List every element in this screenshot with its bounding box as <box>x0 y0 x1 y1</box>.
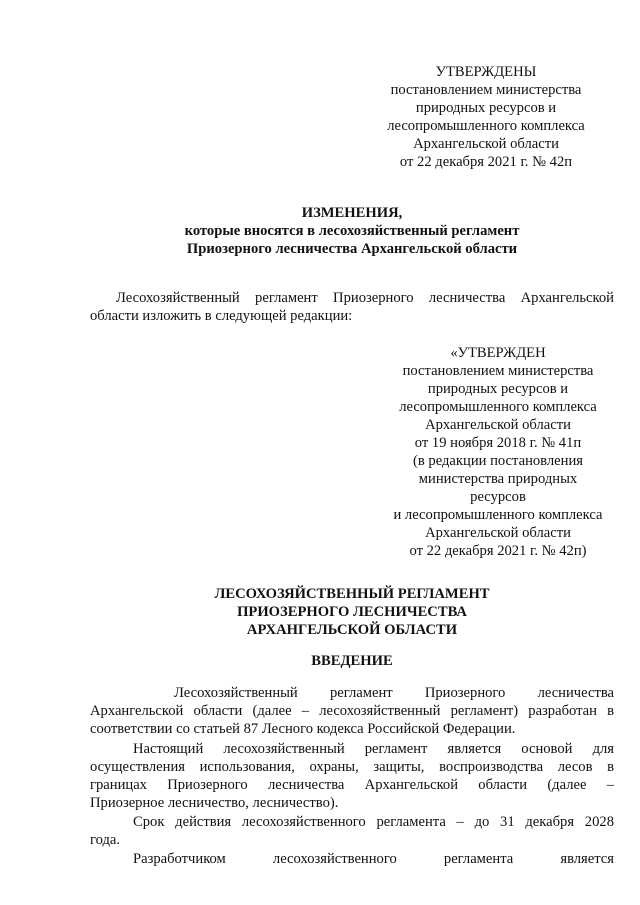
approval-line: постановлением министерства <box>402 363 594 379</box>
paragraph-line: года. <box>90 832 121 848</box>
approval-title: «УТВЕРЖДЕН <box>450 345 546 361</box>
paragraph-line: Лесохозяйственный регламент Приозерного лесничества Архангельской <box>116 290 614 306</box>
approval-line: природных ресурсов и <box>415 100 557 116</box>
approval-line: постановлением министерства <box>390 82 582 98</box>
approval-line: Архангельской области <box>425 525 571 541</box>
regulation-title-line: АРХАНГЕЛЬСКОЙ ОБЛАСТИ <box>246 622 458 638</box>
paragraph-line: Настоящий лесохозяйственный регламент является основой для <box>133 741 614 757</box>
heading-subtitle: которые вносятся в лесохозяйственный регламент <box>184 223 520 239</box>
paragraph-line: Срок действия лесохозяйственного регламента – до 31 декабря 2028 <box>133 814 614 830</box>
approval-line: министерства природных <box>418 471 578 487</box>
regulation-title-line: ПРИОЗЕРНОГО ЛЕСНИЧЕСТВА <box>237 604 467 620</box>
paragraph-line: Лесохозяйственный регламент Приозерного лесничества <box>174 685 614 701</box>
paragraph-line: области изложить в следующей редакции: <box>90 308 353 324</box>
paragraph-line: Архангельской области (далее – лесохозяйственный регламент) разработан в <box>90 703 614 719</box>
approval-line: Архангельской области <box>425 417 571 433</box>
paragraph-line: Приозерное лесничество, лесничество). <box>90 795 339 811</box>
heading-subtitle: Приозерного лесничества Архангельской области <box>186 241 518 257</box>
approval-line: лесопромышленного комплекса <box>399 399 597 415</box>
approval-line: Архангельской области <box>413 136 559 152</box>
approval-line: от 22 декабря 2021 г. № 42п) <box>409 543 587 559</box>
approval-line: природных ресурсов и <box>427 381 569 397</box>
approval-line: и лесопромышленного комплекса <box>393 507 603 523</box>
section-title: ВВЕДЕНИЕ <box>311 653 393 669</box>
paragraph-line: Разработчиком лесохозяйственного регламента является <box>133 851 614 867</box>
approval-line: лесопромышленного комплекса <box>387 118 585 134</box>
approval-title: УТВЕРЖДЕНЫ <box>435 64 537 80</box>
paragraph-line: осуществления использования, охраны, защиты, воспроизводства лесов в <box>90 759 614 775</box>
approval-line: от 22 декабря 2021 г. № 42п <box>399 154 573 170</box>
approval-line: от 19 ноября 2018 г. № 41п <box>414 435 582 451</box>
approval-line: ресурсов <box>470 489 526 505</box>
heading-title: ИЗМЕНЕНИЯ, <box>301 205 403 221</box>
paragraph-line: соответствии со статьей 87 Лесного кодекса Российской Федерации. <box>90 721 516 737</box>
regulation-title-line: ЛЕСОХОЗЯЙСТВЕННЫЙ РЕГЛАМЕНТ <box>214 586 490 602</box>
paragraph-line: границах Приозерного лесничества Архангельской области (далее – <box>90 777 614 793</box>
approval-line: (в редакции постановления <box>413 453 583 469</box>
